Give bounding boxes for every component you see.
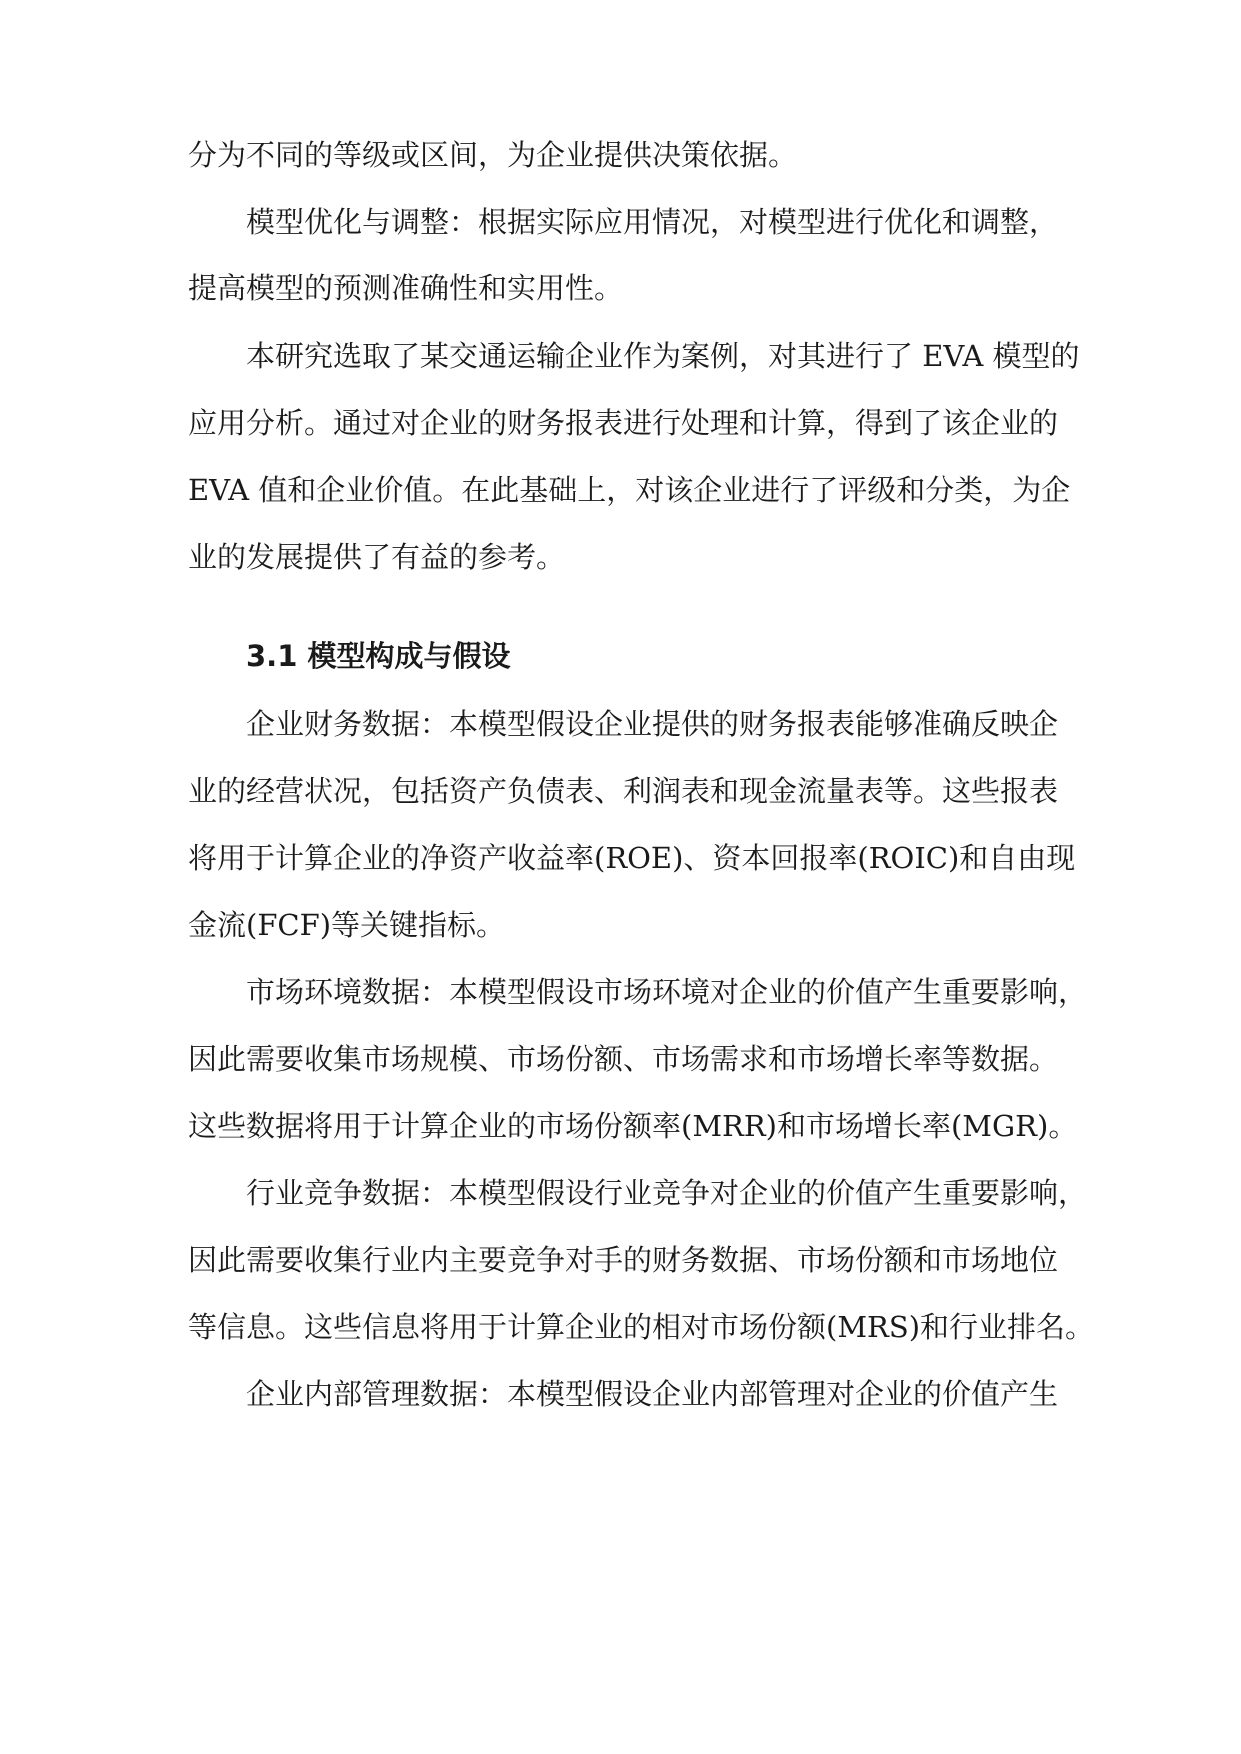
paragraph-line: 本研究选取了某交通运输企业作为案例，对其进行了 EVA 模型的 [246,339,1080,373]
paragraph-line: 这些数据将用于计算企业的市场份额率(MRR)和市场增长率(MGR)。 [188,1109,1078,1143]
paragraph-line: 行业竞争数据：本模型假设行业竞争对企业的价值产生重要影响， [246,1176,1088,1210]
paragraph-line: EVA 值和企业价值。在此基础上，对该企业进行了评级和分类，为企 [188,473,1071,507]
section-heading: 3.1 模型构成与假设 [246,639,511,673]
paragraph-line: 业的经营状况，包括资产负债表、利润表和现金流量表等。这些报表 [188,774,1059,808]
paragraph-line: 因此需要收集市场规模、市场份额、市场需求和市场增长率等数据。 [188,1042,1059,1076]
paragraph-line: 提高模型的预测准确性和实用性。 [188,271,624,305]
paragraph-line: 分为不同的等级或区间，为企业提供决策依据。 [188,138,798,172]
paragraph-line: 金流(FCF)等关键指标。 [188,908,506,942]
paragraph-line: 企业财务数据：本模型假设企业提供的财务报表能够准确反映企 [246,707,1059,741]
paragraph-line: 业的发展提供了有益的参考。 [188,540,566,574]
paragraph-line: 等信息。这些信息将用于计算企业的相对市场份额(MRS)和行业排名。 [188,1310,1095,1344]
paragraph-line: 因此需要收集行业内主要竞争对手的财务数据、市场份额和市场地位 [188,1243,1059,1277]
paragraph-line: 模型优化与调整：根据实际应用情况，对模型进行优化和调整， [246,205,1059,239]
paragraph-line: 应用分析。通过对企业的财务报表进行处理和计算，得到了该企业的 [188,406,1059,440]
paragraph-line: 将用于计算企业的净资产收益率(ROE)、资本回报率(ROIC)和自由现 [188,841,1076,875]
paragraph-line: 市场环境数据：本模型假设市场环境对企业的价值产生重要影响， [246,975,1088,1009]
paragraph-line: 企业内部管理数据：本模型假设企业内部管理对企业的价值产生 [246,1377,1059,1411]
